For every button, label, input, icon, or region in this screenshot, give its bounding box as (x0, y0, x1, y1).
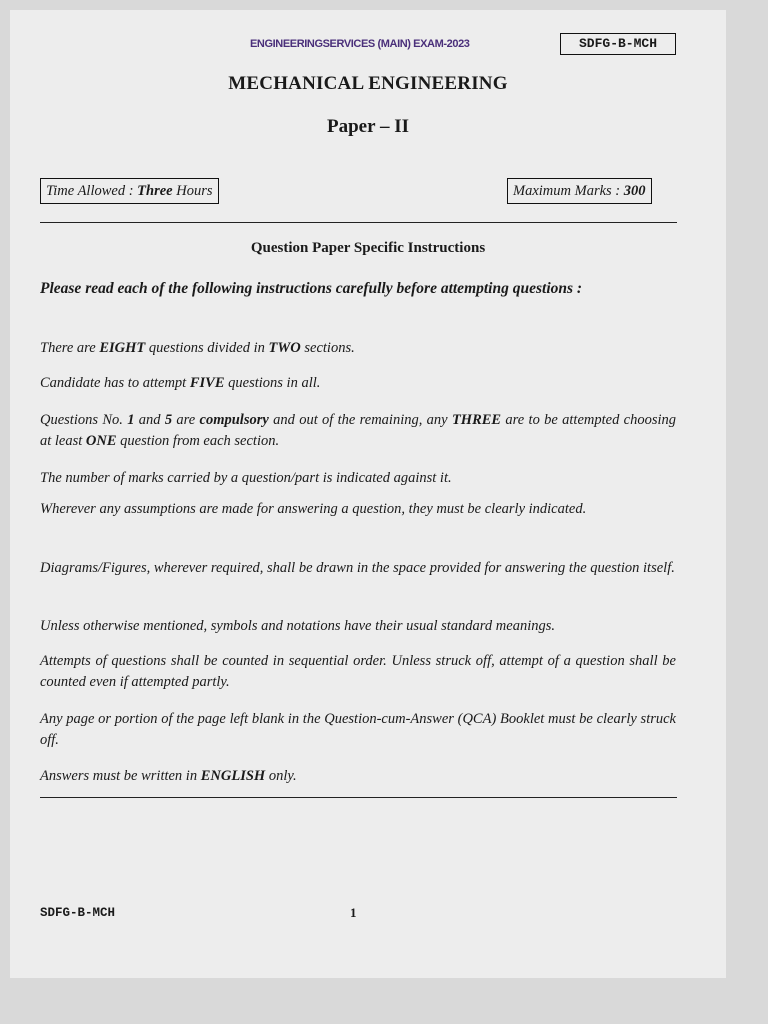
instruction-9: Any page or portion of the page left blank in the Question-cum-Answer (QCA) Booklet must be clearly struck off. (40, 711, 676, 748)
instruction-10-english: ENGLISH (200, 768, 266, 784)
instruction-3-text-a: Questions No. (40, 412, 128, 428)
instruction-3-text-k: question from each section. (116, 433, 280, 449)
instruction-3-text-g: and out of the remaining, any (268, 412, 452, 428)
instruction-4: The number of marks carried by a question/part is indicated against it. (40, 470, 452, 486)
exam-header-line: ENGINEERINGSERVICES (MAIN) EXAM-2023 (250, 38, 470, 50)
instruction-8: Attempts of questions shall be counted in sequential order. Unless struck off, attempt of a question shall be counted even if attempted partly. (40, 653, 676, 690)
instruction-3-compulsory: compulsory (199, 412, 269, 428)
footer-paper-code: SDFG-B-MCH (40, 906, 116, 920)
instructions-lead: Please read each of the following instructions carefully before attempting questions : (40, 280, 583, 297)
time-value: Three (137, 183, 173, 199)
time-label: Time Allowed : (46, 183, 138, 199)
instruction-3-text-e: are (172, 412, 200, 428)
time-unit: Hours (172, 183, 213, 199)
instruction-3-q1: 1 (127, 412, 135, 428)
bottom-divider (40, 797, 677, 798)
instruction-2 (40, 373, 676, 394)
top-divider (40, 222, 677, 223)
paper-title: Paper – II (327, 116, 409, 137)
instruction-1-two: TWO (268, 340, 301, 356)
instruction-5: Wherever any assumptions are made for answering a question, they must be clearly indicated. (40, 501, 587, 517)
instruction-1-text-e: sections. (300, 340, 355, 356)
instruction-3-text-i: are to be attempted choosing at least (40, 412, 677, 449)
maximum-marks-box (507, 178, 652, 204)
instruction-3-three: THREE (451, 412, 502, 428)
instruction-2-text-a: Candidate has to attempt (40, 375, 190, 391)
instructions-heading: Question Paper Specific Instructions (250, 240, 486, 256)
instruction-3 (40, 410, 676, 452)
instruction-1-eight: EIGHT (99, 340, 146, 356)
instruction-6: Diagrams/Figures, wherever required, shall be drawn in the space provided for answering the question itself. (40, 560, 675, 576)
instruction-2-text-c: questions in all. (224, 375, 321, 391)
marks-value: 300 (623, 183, 646, 199)
instruction-7: Unless otherwise mentioned, symbols and notations have their usual standard meanings. (40, 618, 555, 634)
marks-label: Maximum Marks : (513, 183, 624, 199)
time-allowed-box (40, 178, 219, 204)
instruction-10-text-a: Answers must be written in (40, 768, 201, 784)
instruction-3-one: ONE (85, 433, 117, 449)
instruction-2-five: FIVE (189, 375, 225, 391)
instruction-3-text-c: and (134, 412, 165, 428)
instruction-10-text-c: only. (265, 768, 297, 784)
paper-code-box: SDFG-B-MCH (560, 33, 676, 55)
instruction-1-text-a: There are (40, 340, 100, 356)
instruction-1 (40, 338, 676, 359)
exam-page (10, 10, 726, 978)
subject-title: MECHANICAL ENGINEERING (228, 73, 508, 94)
instruction-1-text-c: questions divided in (145, 340, 269, 356)
page-number: 1 (350, 905, 357, 920)
instruction-3-q5: 5 (164, 412, 173, 428)
instruction-10 (40, 766, 676, 787)
